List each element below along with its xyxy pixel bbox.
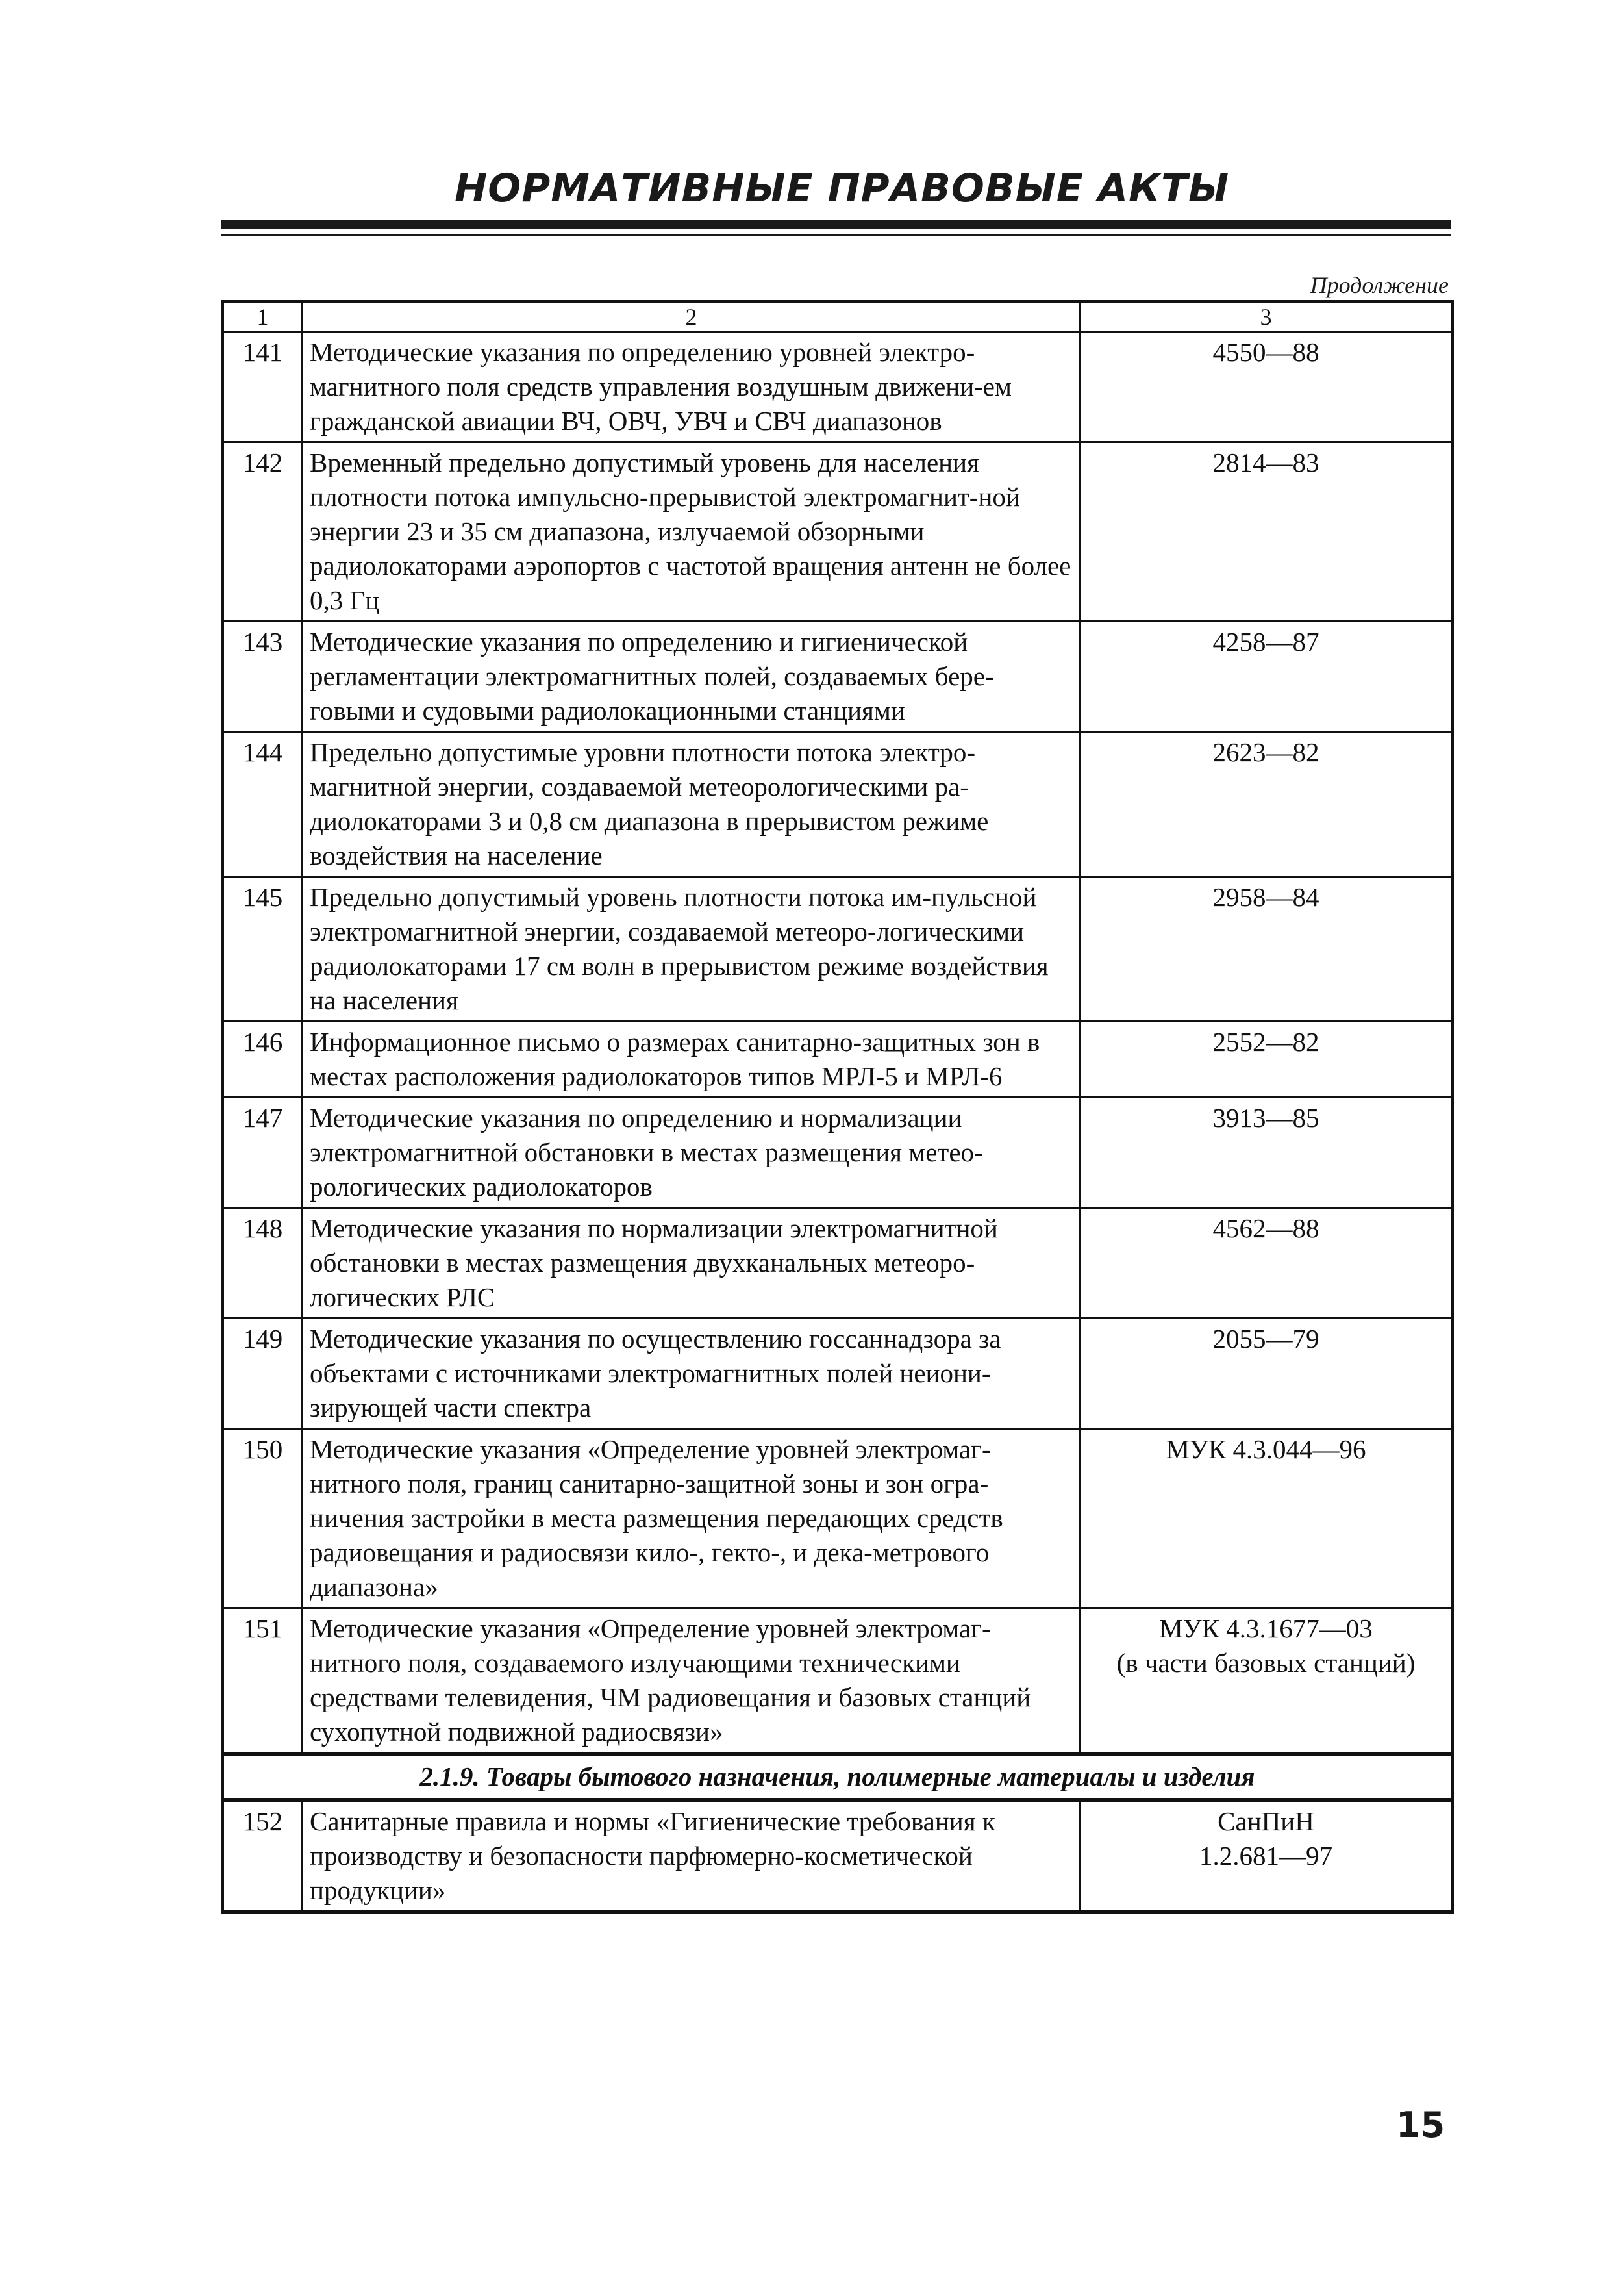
table-row xyxy=(223,1429,1453,1608)
continuation-label: Продолжение xyxy=(1310,272,1449,298)
document-code-cell xyxy=(1081,332,1453,442)
document-code: СанПиН xyxy=(1218,1806,1314,1836)
table-row xyxy=(223,1022,1453,1098)
document-code: МУК 4.3.1677—03 xyxy=(1159,1613,1373,1643)
column-number-row xyxy=(223,302,1453,332)
document-code: 2814—83 xyxy=(1212,448,1319,477)
document-code-cell xyxy=(1081,1800,1453,1912)
table-row xyxy=(223,622,1453,732)
document-code: 2623—82 xyxy=(1212,737,1319,767)
table-row xyxy=(223,1208,1453,1319)
table-row xyxy=(223,1319,1453,1429)
document-title: Временный предельно допустимый уровень для населения плотности потока импульсно-прерывистой электромагнит-ной энергии 23 и 35 см диапазона, излучаемой обзорными радиолокаторами аэропортов с частотой вращения антенн не более 0,3 Гц xyxy=(303,442,1081,622)
document-title: Методические указания по определению и нормализации электромагнитной обстановки в местах размещения метео-рологических радиолокаторов xyxy=(303,1098,1081,1208)
document-code-cell xyxy=(1081,1319,1453,1429)
row-number: 149 xyxy=(223,1319,303,1429)
document-code-cell xyxy=(1081,1098,1453,1208)
document-code: 4562—88 xyxy=(1212,1213,1319,1243)
header-rule-thick xyxy=(221,220,1451,229)
regulations-table xyxy=(221,300,1454,1914)
table-row xyxy=(223,877,1453,1022)
table-row xyxy=(223,1098,1453,1208)
document-code: 2552—82 xyxy=(1212,1027,1319,1057)
row-number: 152 xyxy=(223,1800,303,1912)
table-row xyxy=(223,332,1453,442)
document-title: Методические указания «Определение уровней электромаг-нитного поля, границ санитарно-защитной зоны и зон огра-ничения застройки в места размещения передающих средств радиовещания и радиосвязи кило-, гекто-, и дека-метрового диапазона» xyxy=(303,1429,1081,1608)
table-row xyxy=(223,1800,1453,1912)
document-code: 2958—84 xyxy=(1212,882,1319,912)
row-number: 148 xyxy=(223,1208,303,1319)
document-title: Методические указания по определению уровней электро-магнитного поля средств управления воздушным движени-ем гражданской авиации ВЧ, ОВЧ, УВЧ и СВЧ диапазонов xyxy=(303,332,1081,442)
row-number: 141 xyxy=(223,332,303,442)
document-code-cell xyxy=(1081,1208,1453,1319)
table-body xyxy=(223,302,1453,1912)
row-number: 142 xyxy=(223,442,303,622)
page-number: 15 xyxy=(1396,2104,1445,2145)
document-title: Предельно допустимые уровни плотности потока электро-магнитной энергии, создаваемой метеорологическими ра-диолокаторами 3 и 0,8 см диапазона в прерывистом режиме воздействия на население xyxy=(303,732,1081,877)
section-heading-row xyxy=(223,1754,1453,1800)
row-number: 146 xyxy=(223,1022,303,1098)
document-code-cell xyxy=(1081,732,1453,877)
document-title: Методические указания «Определение уровней электромаг-нитного поля, создаваемого излучающими техническими средствами телевидения, ЧМ радиовещания и базовых станций сухопутной подвижной радиосвязи» xyxy=(303,1608,1081,1754)
document-code: МУК 4.3.044—96 xyxy=(1166,1434,1366,1464)
document-code: 3913—85 xyxy=(1212,1103,1319,1133)
row-number: 144 xyxy=(223,732,303,877)
document-code: 2055—79 xyxy=(1212,1324,1319,1354)
document-code-cell xyxy=(1081,1429,1453,1608)
document-title: Предельно допустимый уровень плотности потока им-пульсной электромагнитной энергии, создаваемой метеоро-логическими радиолокаторами 17 см волн в прерывистом режиме воздействия на населения xyxy=(303,877,1081,1022)
document-code-cell xyxy=(1081,1608,1453,1754)
document-title: Методические указания по нормализации электромагнитной обстановки в местах размещения двухканальных метеоро-логических РЛС xyxy=(303,1208,1081,1319)
document-code-cell xyxy=(1081,1022,1453,1098)
table-row xyxy=(223,1608,1453,1754)
row-number: 151 xyxy=(223,1608,303,1754)
document-code-note: 1.2.681—97 xyxy=(1199,1841,1332,1871)
column-number-3: 3 xyxy=(1081,302,1453,332)
document-title: Информационное письмо о размерах санитарно-защитных зон в местах расположения радиолокаторов типов МРЛ-5 и МРЛ-6 xyxy=(303,1022,1081,1098)
document-code-cell xyxy=(1081,442,1453,622)
table-row xyxy=(223,732,1453,877)
column-number-1: 1 xyxy=(223,302,303,332)
document-title: Санитарные правила и нормы «Гигиенические требования к производству и безопасности парфюмерно-косметической продукции» xyxy=(303,1800,1081,1912)
header-rule-thin xyxy=(221,234,1451,236)
table-row xyxy=(223,442,1453,622)
column-number-2: 2 xyxy=(303,302,1081,332)
document-code: 4550—88 xyxy=(1212,337,1319,367)
running-header-title: НОРМАТИВНЫЕ ПРАВОВЫЕ АКТЫ xyxy=(455,166,1230,211)
row-number: 143 xyxy=(223,622,303,732)
document-code-cell xyxy=(1081,877,1453,1022)
row-number: 147 xyxy=(223,1098,303,1208)
section-heading: 2.1.9. Товары бытового назначения, полимерные материалы и изделия xyxy=(223,1754,1453,1800)
document-code-cell xyxy=(1081,622,1453,732)
row-number: 150 xyxy=(223,1429,303,1608)
document-title: Методические указания по осуществлению госсаннадзора за объектами с источниками электромагнитных полей неиони-зирующей части спектра xyxy=(303,1319,1081,1429)
document-title: Методические указания по определению и гигиенической регламентации электромагнитных полей, создаваемых бере-говыми и судовыми радиолокационными станциями xyxy=(303,622,1081,732)
row-number: 145 xyxy=(223,877,303,1022)
document-code-note: (в части базовых станций) xyxy=(1116,1648,1416,1678)
document-code: 4258—87 xyxy=(1212,627,1319,657)
